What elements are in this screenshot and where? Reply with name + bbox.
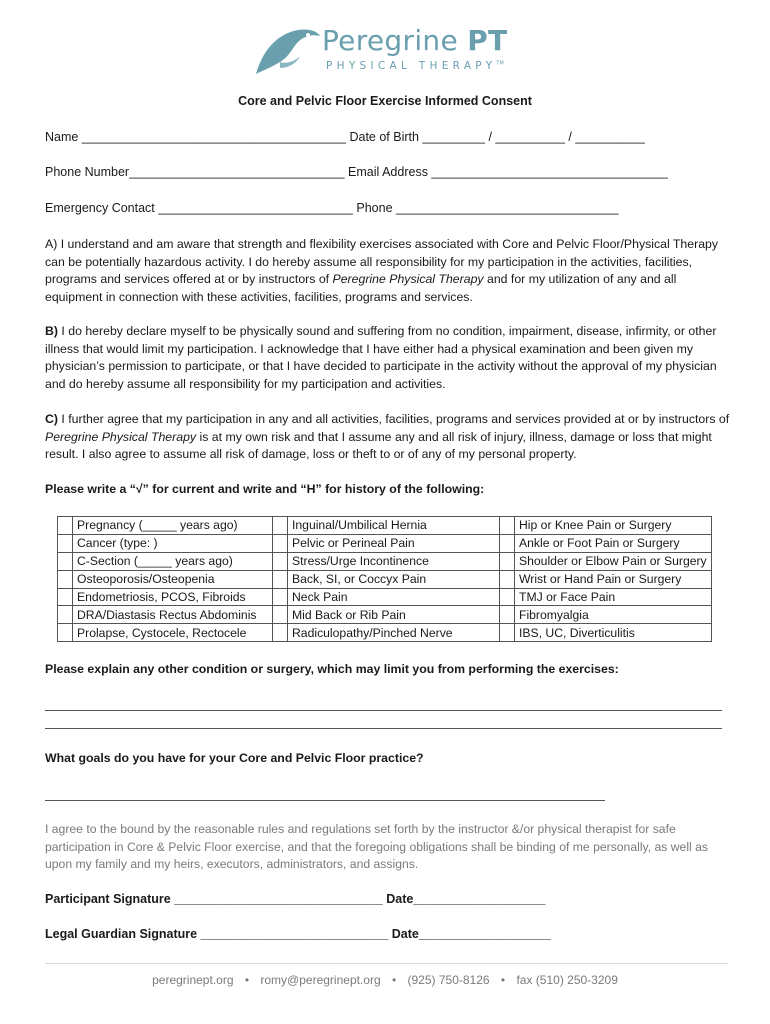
condition-label: TMJ or Face Pain	[515, 588, 712, 606]
condition-checkbox[interactable]	[500, 517, 515, 535]
footer-phone: (925) 750-8126	[407, 973, 490, 987]
checklist-row	[58, 570, 712, 588]
logo-subtitle: PHYSICAL THERAPY™	[326, 60, 504, 72]
condition-label: C-Section (_____ years ago)	[73, 552, 273, 570]
condition-checkbox[interactable]	[273, 534, 288, 552]
condition-label: Stress/Urge Incontinence	[288, 552, 500, 570]
emergency-contact-fields[interactable]: Emergency Contact ____________________________ Phone ________________________________	[45, 201, 619, 215]
condition-checkbox[interactable]	[500, 606, 515, 624]
condition-label: DRA/Diastasis Rectus Abdominis	[73, 606, 273, 624]
checklist-row	[58, 517, 712, 535]
checklist-row	[58, 588, 712, 606]
agreement-text: I agree to the bound by the reasonable rules and regulations set forth by the instructor &/or physical therapist for safe participation in Core & Pelvic Floor exercise, and that the foregoing obligations shall be binding of me personally, as well as upon my family and my heirs, executors, administrators, and assigns.	[45, 822, 709, 871]
condition-label: Cancer (type: )	[73, 534, 273, 552]
goals-heading: What goals do you have for your Core and Pelvic Floor practice?	[45, 751, 424, 765]
condition-checkbox[interactable]	[500, 588, 515, 606]
logo-name: Peregrine PT	[322, 24, 508, 57]
condition-checkbox[interactable]	[500, 570, 515, 588]
condition-label: Back, SI, or Coccyx Pain	[288, 570, 500, 588]
condition-label: Pelvic or Perineal Pain	[288, 534, 500, 552]
condition-label: Neck Pain	[288, 588, 500, 606]
explain-heading: Please explain any other condition or surgery, which may limit you from performing the exercises:	[45, 662, 619, 676]
explain-answer-line-2[interactable]	[45, 728, 722, 729]
footer-email[interactable]: romy@peregrinept.org	[260, 973, 381, 987]
paragraph-a: A) I understand and am aware that strength and flexibility exercises associated with Core and Pelvic Floor/Physical Therapy can be potentially hazardous activity. I do hereby assume all responsibility for my participation in the activities, facilities, programs and services offered at or by instructors of Peregrine Physical Therapy and for my utilization of any and all equipment in connection with these activities, facilities, programs and services.	[45, 237, 719, 304]
condition-checklist	[57, 516, 712, 642]
footer-separator: •	[391, 973, 397, 987]
phone-email-fields[interactable]: Phone Number_______________________________ Email Address __________________________________	[45, 165, 668, 179]
condition-label: Inguinal/Umbilical Hernia	[288, 517, 500, 535]
explain-answer-line-1[interactable]	[45, 710, 722, 711]
condition-checkbox[interactable]	[273, 606, 288, 624]
condition-checkbox[interactable]	[273, 570, 288, 588]
condition-label: Hip or Knee Pain or Surgery	[515, 517, 712, 535]
footer-separator: •	[244, 973, 250, 987]
footer-website[interactable]: peregrinept.org	[152, 973, 234, 987]
condition-checkbox[interactable]	[58, 517, 73, 535]
peregrine-logo	[250, 22, 530, 80]
condition-checkbox[interactable]	[273, 517, 288, 535]
condition-label: Fibromyalgia	[515, 606, 712, 624]
paragraph-b: B) I do hereby declare myself to be physically sound and suffering from no condition, impairment, disease, infirmity, or other illness that would limit my participation. I acknowledge that I have either had a physical examination and been given my physician’s permission to participate, or that I have decided to participate in the activity without the approval of my physician and do hereby assume all responsibility for my participation and activities.	[45, 324, 717, 391]
condition-checkbox[interactable]	[58, 552, 73, 570]
goals-answer-line[interactable]	[45, 800, 605, 801]
checklist-row	[58, 606, 712, 624]
checklist-row	[58, 534, 712, 552]
condition-checkbox[interactable]	[58, 606, 73, 624]
condition-checkbox[interactable]	[273, 588, 288, 606]
checklist-heading: Please write a “√” for current and write and “H” for history of the following:	[45, 482, 485, 496]
condition-label: Radiculopathy/Pinched Nerve	[288, 624, 500, 642]
condition-label: Prolapse, Cystocele, Rectocele	[73, 624, 273, 642]
condition-checkbox[interactable]	[273, 552, 288, 570]
footer-divider	[45, 963, 728, 964]
condition-checkbox[interactable]	[58, 534, 73, 552]
condition-checkbox[interactable]	[500, 624, 515, 642]
condition-checkbox[interactable]	[273, 624, 288, 642]
checklist-row	[58, 552, 712, 570]
condition-checkbox[interactable]	[500, 534, 515, 552]
name-dob-fields[interactable]: Name ______________________________________ Date of Birth _________ / __________ / __________	[45, 130, 645, 144]
guardian-signature-field[interactable]: Legal Guardian Signature ___________________________ Date___________________	[45, 927, 551, 941]
footer-contact	[0, 973, 770, 987]
footer-separator: •	[500, 973, 506, 987]
condition-checkbox[interactable]	[500, 552, 515, 570]
footer-fax: fax (510) 250-3209	[516, 973, 618, 987]
condition-label: Shoulder or Elbow Pain or Surgery	[515, 552, 712, 570]
participant-signature-field[interactable]: Participant Signature ______________________________ Date___________________	[45, 892, 546, 906]
condition-label: Pregnancy (_____ years ago)	[73, 517, 273, 535]
form-title: Core and Pelvic Floor Exercise Informed Consent	[238, 94, 532, 108]
condition-checkbox[interactable]	[58, 588, 73, 606]
condition-label: Ankle or Foot Pain or Surgery	[515, 534, 712, 552]
checklist-row	[58, 624, 712, 642]
bird-wing-icon	[250, 22, 322, 78]
condition-checkbox[interactable]	[58, 624, 73, 642]
condition-checkbox[interactable]	[58, 570, 73, 588]
condition-label: IBS, UC, Diverticulitis	[515, 624, 712, 642]
condition-label: Mid Back or Rib Pain	[288, 606, 500, 624]
condition-label: Osteoporosis/Osteopenia	[73, 570, 273, 588]
paragraph-c: C) I further agree that my participation in any and all activities, facilities, programs and services provided at or by instructors of Peregrine Physical Therapy is at my own risk and that I assume any and all risk of injury, illness, damage or loss that might result. I also agree to assume all risk of damage, loss or theft to or of any of my personal property.	[45, 412, 730, 461]
condition-label: Wrist or Hand Pain or Surgery	[515, 570, 712, 588]
condition-label: Endometriosis, PCOS, Fibroids	[73, 588, 273, 606]
